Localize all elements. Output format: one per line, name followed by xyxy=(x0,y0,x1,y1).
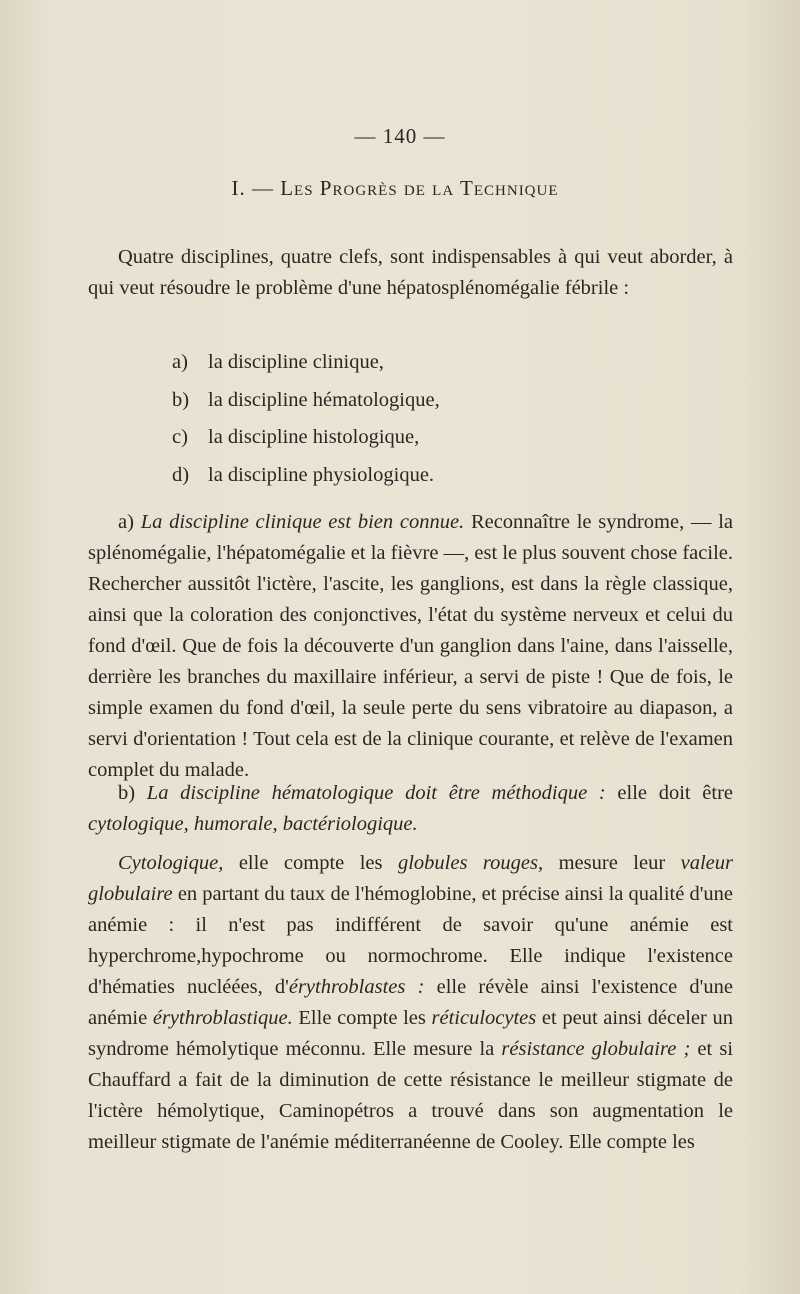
para-c-s14: et si Chauffard a fait de la diminution de cette résistance le meilleur stigmate de l'ictère hémolytique, Caminopétros a trouvé dans son augmentation le meilleur stigmate de l'anémie méditerranéenne de Cooley. Elle compte les xyxy=(88,1038,734,1153)
para-b-heading: La discipline hématologique doit être méthodique : xyxy=(146,782,606,804)
para-c-s3: globules rouges, xyxy=(397,852,544,874)
para-c-s10: Elle compte les xyxy=(298,1007,426,1029)
list-text: la discipline physiologique. xyxy=(208,463,435,486)
section-title: I. — Les Progrès de la Technique xyxy=(231,176,559,200)
intro-paragraph xyxy=(88,242,733,304)
para-b-label: b) xyxy=(118,782,136,804)
para-c-s1: Cytologique, xyxy=(118,852,224,874)
paragraph-cytologique xyxy=(88,848,733,1158)
list-item xyxy=(172,382,440,420)
para-c-s7: érythroblastes : xyxy=(288,976,425,998)
para-c-s11: réticulocytes xyxy=(431,1007,537,1029)
paragraph-clinique xyxy=(88,507,733,786)
para-a-heading: La discipline clinique est bien connue. xyxy=(140,511,465,533)
para-c-s5: valeur globulaire xyxy=(88,852,734,905)
list-letter: a) xyxy=(172,351,188,373)
para-c-s13: résistance globulaire ; xyxy=(501,1038,691,1060)
discipline-list xyxy=(172,344,440,494)
para-c-s9: érythroblastique. xyxy=(152,1007,293,1029)
para-a-body: Reconnaître le syndrome, — la splénomégalie, l'hépatomégalie et la fièvre —, est le plus souvent chose facile. Rechercher aussitôt l'ictère, l'ascite, les ganglions, est dans la règle classique, ainsi que la coloration des conjonctives, l'état du système nerveux et celui du fond d'œil. Que de fois la découverte d'un ganglion dans l'aine, dans l'aisselle, derrière les branches du maxillaire inférieur, a servi de piste ! Que de fois, le simple examen du fond d'œil, la seule perte du sens vibratoire au diapason, a servi d'orientation ! Tout cela est de la clinique courante, et relève de l'examen complet du malade. xyxy=(88,511,734,781)
paragraph-hematologique xyxy=(88,778,733,840)
para-b-mid: elle doit être xyxy=(617,782,734,804)
list-text: la discipline hématologique, xyxy=(208,388,440,411)
para-c-s6: en partant du taux de l'hémoglobine, et précise ainsi la qualité d'une anémie : il n'est pas indifférent de savoir qu'une anémie est hyperchrome,hypochrome ou normochrome. Elle indique l'existence d'hématies nucléées, d' xyxy=(88,883,734,998)
para-c-s12: et peut ainsi déceler un syndrome hémolytique méconnu. Elle mesure la xyxy=(88,1007,733,1060)
list-item xyxy=(172,344,440,382)
list-item xyxy=(172,457,440,495)
list-text: la discipline histologique, xyxy=(208,426,420,448)
list-item xyxy=(172,419,440,457)
list-letter: d) xyxy=(172,463,190,486)
para-b-tail: cytologique, humorale, bactériologique. xyxy=(88,813,418,835)
page-number: — 140 — xyxy=(354,124,446,148)
list-letter: c) xyxy=(172,426,188,448)
para-a-label: a) xyxy=(118,511,134,533)
para-c-s4: mesure leur xyxy=(558,852,666,874)
para-c-s2: elle compte les xyxy=(238,852,383,874)
intro-text: Quatre disciplines, quatre clefs, sont indispensables à qui veut aborder, à qui veut résoudre le problème d'une hépatosplénomégalie fébrile : xyxy=(88,246,733,299)
list-text: la discipline clinique, xyxy=(208,351,384,373)
list-letter: b) xyxy=(172,388,190,411)
para-c-s8: elle révèle ainsi l'existence d'une anémie xyxy=(88,976,733,1029)
